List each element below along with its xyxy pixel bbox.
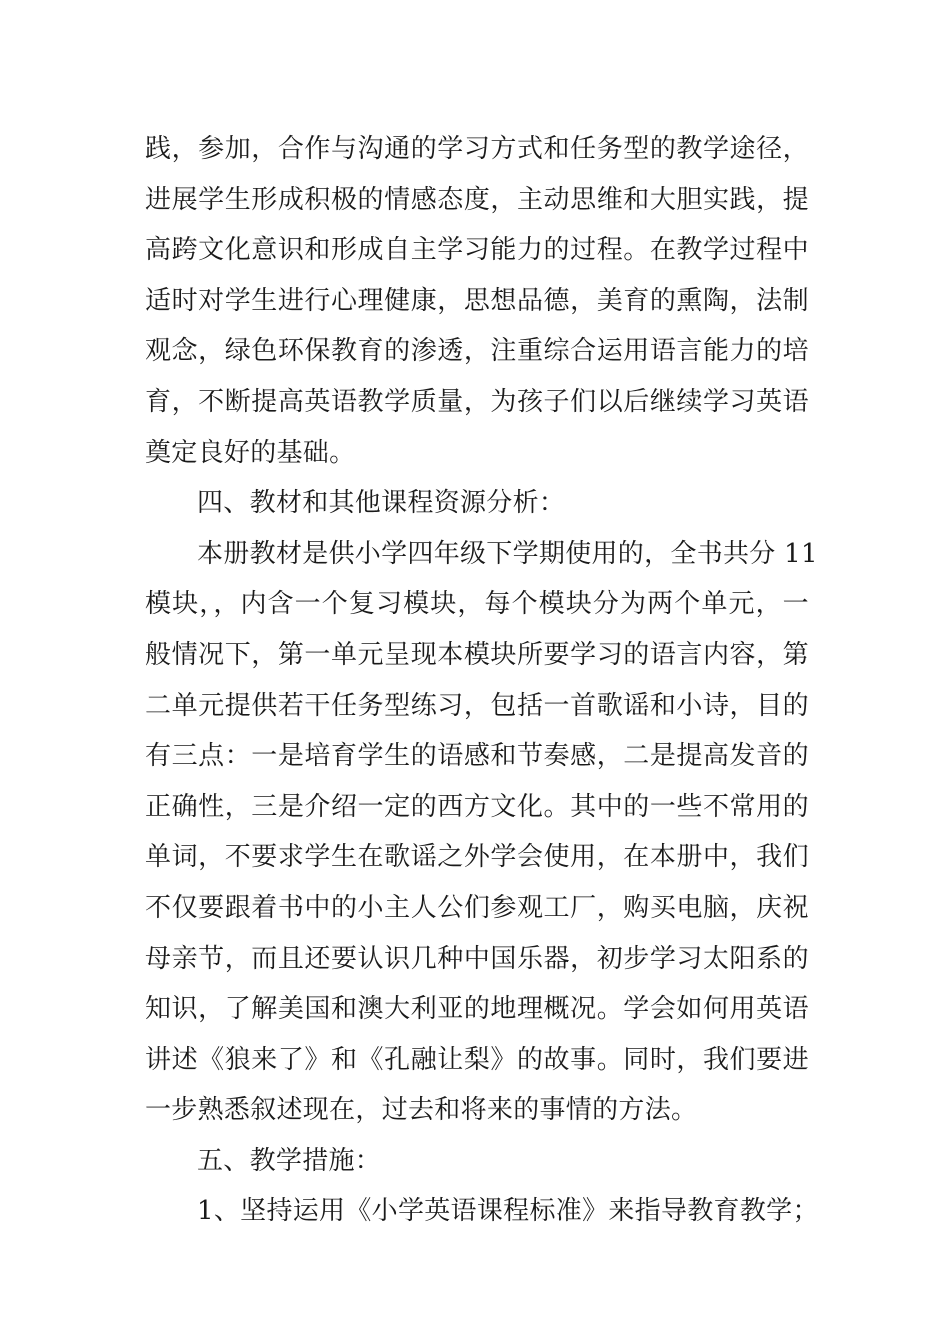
text-line: 践，参加，合作与沟通的学习方式和任务型的教学途径， bbox=[145, 134, 809, 164]
text-line: 奠定良好的基础。 bbox=[145, 437, 356, 468]
text-line: 知识，了解美国和澳大利亚的地理概况。学会如何用英语 bbox=[145, 994, 809, 1025]
section-heading: 五、教学措施： bbox=[197, 1145, 382, 1176]
text-line: 正确性，三是介绍一定的西方文化。其中的一些不常用的 bbox=[145, 791, 809, 822]
text-line: 进展学生形成积极的情感态度，主动思维和大胆实践，提 bbox=[145, 184, 809, 215]
text-line: 般情况下，第一单元呈现本模块所要学习的语言内容，第 bbox=[145, 639, 809, 670]
document-body bbox=[145, 124, 819, 1237]
text-line: 一步熟悉叙述现在，过去和将来的事情的方法。 bbox=[145, 1095, 698, 1126]
list-item: 1、坚持运用《小学英语课程标准》来指导教育教学； bbox=[197, 1196, 819, 1227]
text-line: 讲述《狼来了》和《孔融让梨》的故事。同时，我们要进 bbox=[145, 1044, 809, 1075]
text-line: 不仅要跟着书中的小主人公们参观工厂，购买电脑，庆祝 bbox=[145, 892, 809, 923]
text-line: 母亲节，而且还要认识几种中国乐器，初步学习太阳系的 bbox=[145, 943, 809, 974]
section-heading: 四、教材和其他课程资源分析： bbox=[197, 488, 566, 519]
text-line: 有三点：一是培育学生的语感和节奏感，二是提高发音的 bbox=[145, 741, 809, 772]
text-line: 本册教材是供小学四年级下学期使用的，全书共分 11 bbox=[197, 538, 818, 569]
text-line: 单词，不要求学生在歌谣之外学会使用，在本册中，我们 bbox=[145, 842, 809, 873]
text-line: 高跨文化意识和形成自主学习能力的过程。在教学过程中 bbox=[145, 235, 809, 266]
text-line: 二单元提供若干任务型练习，包括一首歌谣和小诗，目的 bbox=[145, 690, 809, 721]
text-line: 观念，绿色环保教育的渗透，注重综合运用语言能力的培 bbox=[145, 336, 809, 367]
text-line: 适时对学生进行心理健康，思想品德，美育的熏陶，法制 bbox=[145, 285, 809, 316]
text-line: 模块，，内含一个复习模块，每个模块分为两个单元，一 bbox=[145, 589, 809, 620]
text-line: 育，不断提高英语教学质量，为孩子们以后继续学习英语 bbox=[145, 386, 809, 417]
